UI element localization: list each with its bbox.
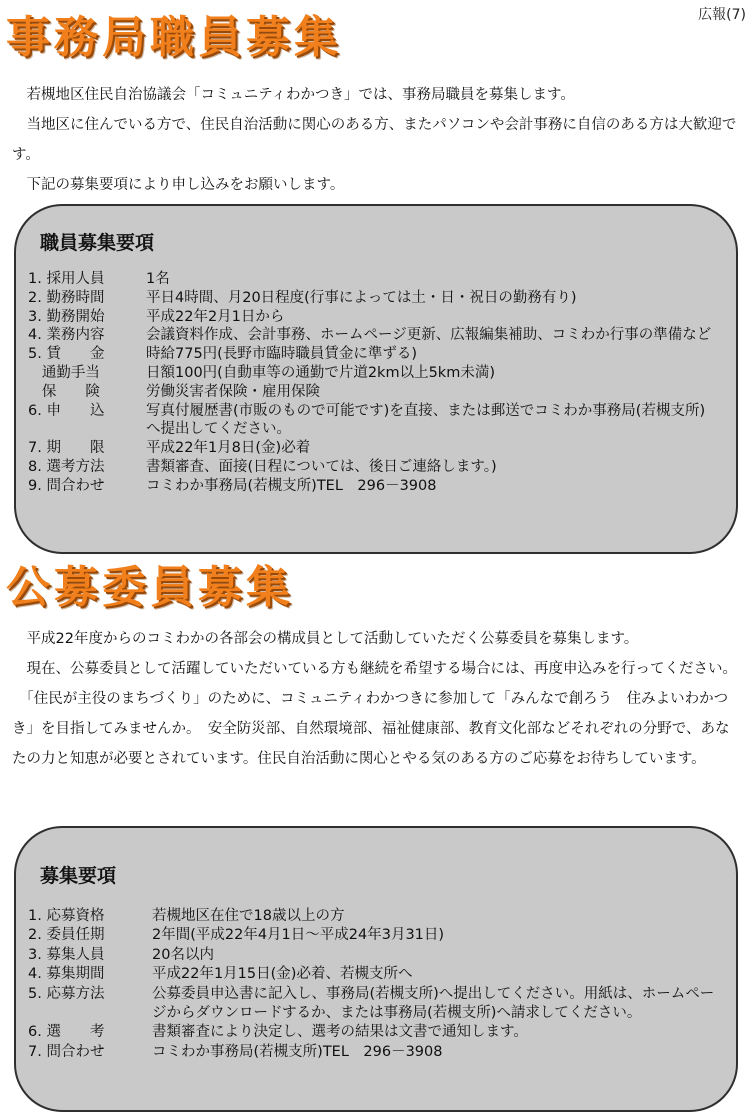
requirement-label: 2. 勤務時間 [28, 289, 105, 306]
requirement-label: 通勤手当 [28, 364, 100, 381]
staff-requirements-list [28, 270, 716, 496]
requirement-row [28, 477, 716, 496]
requirement-label: 7. 期 限 [28, 440, 105, 457]
requirement-label: 6. 申 込 [28, 402, 105, 419]
requirement-label: 9. 問合わせ [28, 477, 105, 494]
page-label: 広報(7) [698, 7, 746, 23]
requirement-label: 5. 賃 金 [28, 346, 105, 363]
requirement-row [28, 402, 716, 440]
intro-paragraph: 当地区に住んでいる方で、住民自治活動に関心のある方、またパソコンや会計事務に自信のある方は大歓迎です。 [12, 117, 737, 163]
requirement-row [28, 364, 716, 383]
intro-paragraph: 「住民が主役のまちづくり」のために、コミュニティわかつきに参加して「みんなで創ろう 住みよいわかつき」を目指してみませんか。 安全防災部、自然環境部、福祉健康部、教育文化部などそれぞれの分野で、あなたの力と知恵が必要とされています。住民自治活動に関心とやる気のある方のご応募をお待ちしています。 [12, 691, 730, 767]
requirement-value: 20名以内 [152, 946, 214, 963]
requirement-value: コミわか事務局(若槻支所)TEL 296－3908 [146, 477, 437, 494]
committee-requirements-box [14, 826, 738, 1112]
requirement-value: 平成22年1月8日(金)必着 [146, 440, 311, 457]
requirement-row [28, 308, 716, 327]
requirement-row [28, 345, 716, 364]
committee-recruitment-intro [12, 624, 742, 774]
requirement-label: 保 険 [28, 383, 100, 400]
section-title-staff-recruitment: 事務局職員募集 [6, 12, 342, 63]
requirement-value: 労働災害者保険・雇用保険 [146, 383, 320, 400]
requirement-value: 書類審査、面接(日程については、後日ご連絡します。) [146, 458, 497, 475]
requirement-label: 3. 勤務開始 [28, 308, 105, 325]
requirement-value: 会議資料作成、会計事務、ホームページ更新、広報編集補助、コミわか行事の準備など [146, 327, 712, 344]
requirement-label: 2. 委員任期 [28, 927, 105, 944]
requirement-value: 平日4時間、月20日程度(行事によっては土・日・祝日の勤務有り) [146, 289, 577, 306]
committee-requirements-heading: 募集要項 [40, 865, 117, 887]
requirement-row [28, 965, 716, 984]
requirement-row [28, 439, 716, 458]
staff-recruitment-intro [12, 80, 742, 200]
requirement-value: 平成22年2月1日から [146, 308, 285, 325]
requirement-value: 公募委員申込書に記入し、事務局(若槻支所)へ提出してください。用紙は、ホームページからダウンロードするか、または事務局(若槻支所)へ請求してください。 [152, 985, 715, 1022]
requirement-row [28, 1043, 716, 1062]
requirement-label: 5. 応募方法 [28, 985, 105, 1002]
intro-paragraph: 平成22年度からのコミわかの各部会の構成員として活動していただく公募委員を募集します。 [26, 631, 639, 647]
section-title-public-committee-recruitment: 公募委員募集 [6, 562, 294, 613]
requirement-row [28, 289, 716, 308]
intro-paragraph: 若槻地区住民自治協議会「コミュニティわかつき」では、事務局職員を募集します。 [26, 87, 575, 103]
requirement-value: 平成22年1月15日(金)必着、若槻支所へ [152, 966, 413, 983]
requirement-row [28, 270, 716, 289]
requirement-row [28, 985, 716, 1024]
requirement-value: 若槻地区在住で18歳以上の方 [152, 908, 345, 924]
committee-requirements-list [28, 907, 716, 1062]
requirement-value: 書類審査により決定し、選考の結果は文書で通知します。 [152, 1024, 528, 1041]
requirement-label: 8. 選考方法 [28, 458, 105, 475]
requirement-value: 2年間(平成22年4月1日～平成24年3月31日) [152, 927, 445, 944]
requirement-row [28, 458, 716, 477]
requirement-label: 6. 選 考 [28, 1024, 105, 1041]
requirement-row [28, 926, 716, 945]
requirement-label: 1. 応募資格 [28, 908, 105, 924]
requirement-label: 4. 募集期間 [28, 966, 105, 983]
requirement-value: 時給775円(長野市臨時職員賃金に準ずる) [146, 346, 417, 363]
requirement-value: コミわか事務局(若槻支所)TEL 296－3908 [152, 1043, 443, 1060]
requirement-value: 日額100円(自動車等の通勤で片道2km以上5km未満) [146, 364, 495, 381]
staff-requirements-heading: 職員募集要項 [40, 232, 155, 254]
staff-requirements-box [14, 204, 738, 554]
requirement-label: 1. 採用人員 [28, 271, 105, 287]
requirement-value: 写真付履歴書(市販のもので可能です)を直接、または郵送でコミわか事務局(若槻支所)へ提出してください。 [146, 402, 706, 438]
requirement-label: 3. 募集人員 [28, 946, 105, 963]
requirement-label: 7. 問合わせ [28, 1043, 105, 1060]
requirement-label: 4. 業務内容 [28, 327, 105, 344]
requirement-row [28, 946, 716, 965]
requirement-value: 1名 [146, 271, 170, 287]
requirement-row [28, 326, 716, 345]
intro-paragraph: 現在、公募委員として活躍していただいている方も継続を希望する場合には、再度申込みを行ってください。 [26, 661, 737, 677]
requirement-row [28, 907, 716, 926]
requirement-row [28, 383, 716, 402]
requirement-row [28, 1023, 716, 1042]
intro-paragraph: 下記の募集要項により申し込みをお願いします。 [26, 177, 345, 193]
